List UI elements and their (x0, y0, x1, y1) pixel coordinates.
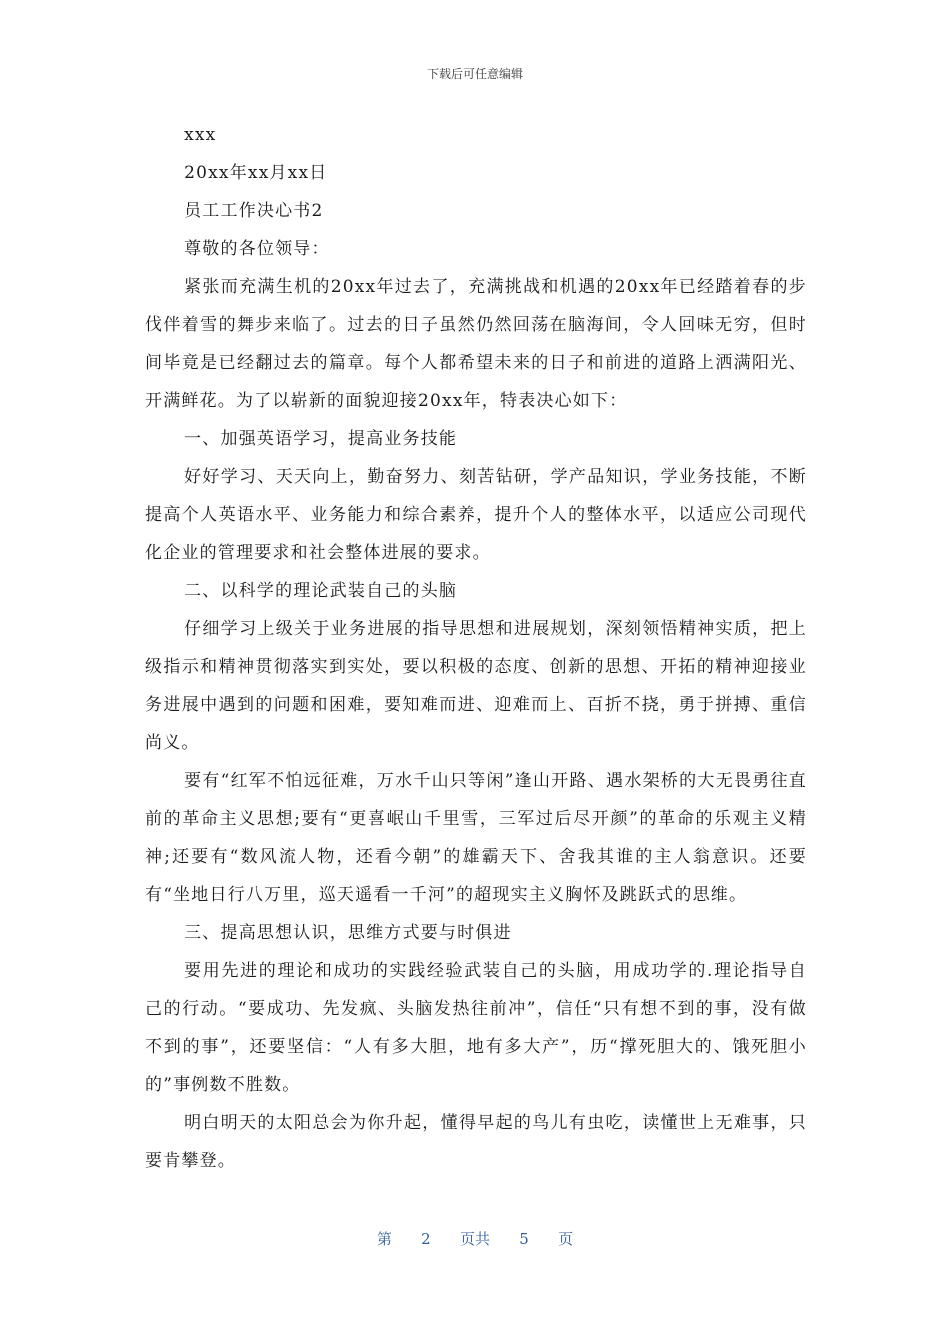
page-header (0, 66, 950, 82)
body-paragraph: 要有“红军不怕远征难，万水千山只等闲”逢山开路、遇水架桥的大无畏勇往直前的革命主义思想;要有“更喜岷山千里雪，三军过后尽开颜”的革命的乐观主义精神;还要有“数风流人物，还看今朝”的雄霸天下、舍我其谁的主人翁意识。还要有“坐地日行八万里，巡天遥看一千河”的超现实主义胸怀及跳跃式的思维。 (145, 771, 807, 905)
salutation: 尊敬的各位领导： (184, 239, 330, 259)
document-body (145, 116, 807, 1180)
document-title: 员工工作决心书2 (184, 201, 324, 221)
body-paragraph: 要用先进的理论和成功的实践经验武装自己的头脑，用成功学的.理论指导自己的行动。“要成功、先发疯、头脑发热往前冲”，信任“只有想不到的事，没有做不到的事”，还要坚信：“人有多大胆，地有多大产”，历“撑死胆大的、饿死胆小的”事例数不胜数。 (145, 961, 807, 1095)
page-label-suffix: 页 (558, 1230, 574, 1248)
signature-date: 20xx年xx月xx日 (184, 163, 328, 183)
body-paragraph: 紧张而充满生机的20xx年过去了，充满挑战和机遇的20xx年已经踏着春的步伐伴着雪的舞步来临了。过去的日子虽然仍然回荡在脑海间，令人回味无穷，但时间毕竟是已经翻过去的篇章。每个人都希望未来的日子和前进的道路上洒满阳光、开满鲜花。为了以崭新的面貌迎接20xx年，特表决心如下： (145, 277, 807, 411)
section-heading: 三、提高思想认识，思维方式要与时俱进 (184, 923, 512, 943)
page-number: 2 (421, 1230, 431, 1248)
header-text: 下载后可任意编辑 (426, 67, 523, 81)
page-footer (0, 1228, 950, 1250)
page-total: 5 (519, 1230, 529, 1248)
body-paragraph: 仔细学习上级关于业务进展的指导思想和进展规划，深刻领悟精神实质，把上级指示和精神贯彻落实到实处，要以积极的态度、创新的思想、开拓的精神迎接业务进展中遇到的问题和困难，要知难而进、迎难而上、百折不挠，勇于拼搏、重信尚义。 (145, 619, 807, 753)
page-label-mid: 页共 (459, 1230, 490, 1248)
section-heading: 二、以科学的理论武装自己的头脑 (184, 581, 458, 601)
page-label-prefix: 第 (376, 1230, 392, 1248)
signature-name: xxx (184, 125, 217, 145)
body-paragraph: 好好学习、天天向上，勤奋努力、刻苦钻研，学产品知识，学业务技能，不断提高个人英语水平、业务能力和综合素养，提升个人的整体水平，以适应公司现代化企业的管理要求和社会整体进展的要求。 (145, 467, 807, 563)
body-paragraph: 明白明天的太阳总会为你升起，懂得早起的鸟儿有虫吃，读懂世上无难事，只要肯攀登。 (145, 1113, 807, 1171)
section-heading: 一、加强英语学习，提高业务技能 (184, 429, 458, 449)
